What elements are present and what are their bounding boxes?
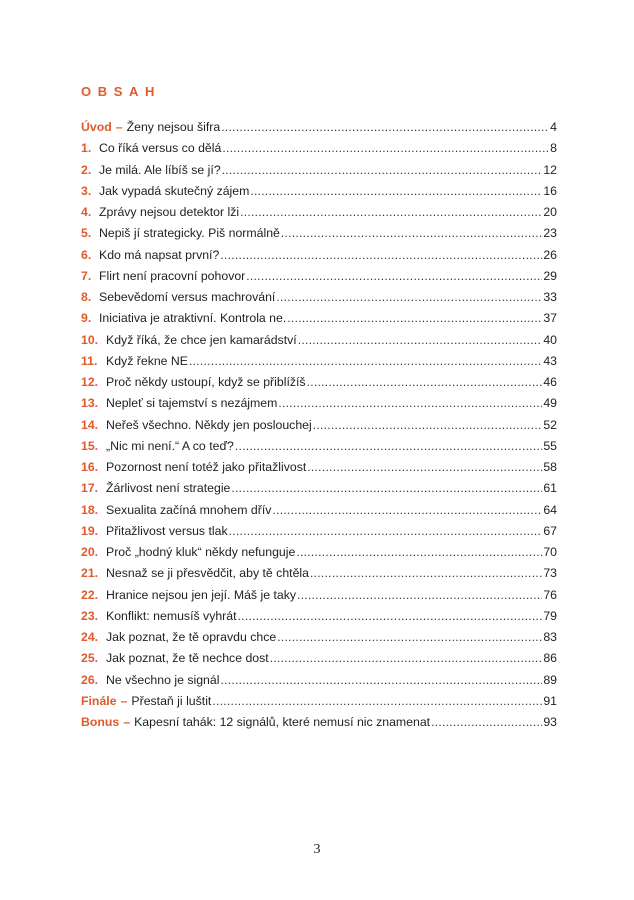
toc-entry-page: 40 <box>543 332 557 347</box>
toc-entry-chapter-17[interactable] <box>81 478 557 499</box>
toc-entry-title: Proč „hodný kluk“ někdy nefunguje <box>106 545 296 559</box>
toc-entry-page: 33 <box>543 290 557 304</box>
toc-entry-page: 83 <box>543 630 557 644</box>
toc-entry-chapter-12[interactable] <box>81 372 557 393</box>
toc-entry-title: Přestaň ji luštit <box>131 693 212 708</box>
toc-entry-page: 52 <box>543 417 557 432</box>
toc-entry-chapter-6[interactable] <box>81 245 557 266</box>
toc-entry-title: Jak poznat, že tě nechce dost <box>106 651 269 666</box>
toc-entry-chapter-20[interactable] <box>81 542 557 563</box>
toc-entry-chapter-7[interactable] <box>81 266 557 287</box>
toc-entry-page: 12 <box>543 162 557 177</box>
dot-leader <box>235 436 542 457</box>
toc-entry-number: Finále <box>81 693 117 708</box>
toc-entry-number: 12. <box>81 375 99 389</box>
toc-entry-page: 49 <box>543 396 557 411</box>
toc-entry-number: 25. <box>81 651 99 666</box>
toc-entry-chapter-15[interactable] <box>81 436 557 457</box>
toc-entry-number: 1. <box>81 141 92 156</box>
toc-entry-number: 17. <box>81 481 99 496</box>
toc-entry-page: 93 <box>543 715 557 729</box>
dot-leader <box>272 500 542 521</box>
dot-leader <box>298 330 543 351</box>
dot-leader <box>222 138 549 159</box>
dot-leader <box>212 691 542 712</box>
toc-entry-finale[interactable] <box>81 691 557 712</box>
toc-entry-chapter-18[interactable] <box>81 500 557 521</box>
toc-entry-title: Kdo má napsat první? <box>99 247 220 262</box>
toc-heading: OBSAH <box>81 84 161 99</box>
dot-leader <box>276 287 542 308</box>
toc-entry-page: 86 <box>543 651 557 666</box>
toc-entry-page: 46 <box>543 375 557 389</box>
toc-entry-title: Konflikt: nemusíš vyhrát <box>106 608 237 623</box>
toc-entry-title: Ženy nejsou šifra <box>126 120 221 134</box>
toc-entry-chapter-13[interactable] <box>81 393 557 414</box>
toc-entry-page: 16 <box>543 183 557 198</box>
dot-leader <box>189 351 542 372</box>
dot-leader <box>307 457 542 478</box>
toc-entry-number: 16. <box>81 460 99 474</box>
toc-entry-page: 91 <box>543 693 557 708</box>
dot-leader <box>222 160 543 181</box>
dot-leader <box>287 308 542 329</box>
toc-entry-title: Zprávy nejsou detektor lži <box>99 205 240 219</box>
dot-leader <box>246 266 542 287</box>
toc-entry-number: 5. <box>81 226 92 241</box>
toc-entry-number: Bonus <box>81 715 120 729</box>
toc-entry-title: Co říká versus co dělá <box>99 141 222 156</box>
toc-entry-title: Přitažlivost versus tlak <box>106 523 228 538</box>
toc-entry-number: 20. <box>81 545 99 559</box>
dot-leader <box>229 521 543 542</box>
toc-entry-title: Jak vypadá skutečný zájem <box>99 183 250 198</box>
toc-entry-title: Když říká, že chce jen kamarádství <box>106 332 297 347</box>
toc-entry-page: 55 <box>543 438 557 453</box>
toc-entry-number: 10. <box>81 332 99 347</box>
toc-entry-title: Sexualita začíná mnohem dřív <box>106 502 272 517</box>
toc-entry-chapter-3[interactable] <box>81 181 557 202</box>
dot-leader <box>231 478 542 499</box>
toc-entry-number: 7. <box>81 268 92 283</box>
dot-leader <box>281 223 542 244</box>
dot-leader <box>270 648 543 669</box>
toc-entry-page: 8 <box>550 141 557 156</box>
dot-leader <box>277 627 542 648</box>
toc-entry-page: 61 <box>543 481 557 496</box>
toc-entry-chapter-9[interactable] <box>81 308 557 329</box>
toc-entry-title: Jak poznat, že tě opravdu chce <box>106 630 277 644</box>
toc-entry-page: 76 <box>543 587 557 602</box>
toc-entry-chapter-24[interactable] <box>81 627 557 648</box>
toc-entry-bonus[interactable] <box>81 712 557 733</box>
dot-leader <box>220 670 542 691</box>
dot-leader <box>313 415 543 436</box>
toc-entry-page: 79 <box>543 608 557 623</box>
toc-entry-number: 9. <box>81 311 92 326</box>
dot-leader <box>278 393 542 414</box>
dot-leader <box>250 181 542 202</box>
toc-entry-number: 11. <box>81 353 98 368</box>
toc-entry-title: Neřeš všechno. Někdy jen poslouchej <box>106 417 312 432</box>
toc-entry-title: Ne všechno je signál <box>106 672 220 687</box>
toc-entry-title: Nepleť si tajemství s nezájmem <box>106 396 278 411</box>
toc-entry-number: Úvod <box>81 120 112 134</box>
toc-entry-number: 22. <box>81 587 99 602</box>
dot-leader <box>307 372 543 393</box>
page-number: 3 <box>313 842 321 857</box>
toc-entry-title: Žárlivost není strategie <box>106 481 231 496</box>
dot-leader <box>431 712 542 733</box>
toc-entry-title: Kapesní tahák: 12 signálů, které nemusí nic znamenat <box>134 715 431 729</box>
toc-entry-number: 2. <box>81 162 92 177</box>
dot-leader <box>221 117 549 138</box>
toc-entry-chapter-10[interactable] <box>81 330 557 351</box>
toc-entry-page: 89 <box>543 672 557 687</box>
toc-entry-title: Pozornost není totéž jako přitažlivost <box>106 460 307 474</box>
toc-entry-chapter-2[interactable] <box>81 160 557 181</box>
toc-entry-number: 13. <box>81 396 99 411</box>
toc-entry-page: 29 <box>543 268 557 283</box>
toc-entry-number: 19. <box>81 523 99 538</box>
toc-entry-chapter-23[interactable] <box>81 606 557 627</box>
toc-entry-title: Je milá. Ale líbíš se jí? <box>99 162 221 177</box>
toc-entry-page: 64 <box>543 502 557 517</box>
toc-entry-number: 18. <box>81 502 99 517</box>
toc-entry-number: 14. <box>81 417 99 432</box>
toc-entry-page: 67 <box>543 523 557 538</box>
toc-entry-chapter-1[interactable] <box>81 138 557 159</box>
dot-leader <box>297 585 542 606</box>
toc-entry-number: 8. <box>81 290 92 304</box>
toc-entry-number: 6. <box>81 247 92 262</box>
toc-entry-title: Nesnaž se ji přesvědčit, aby tě chtěla <box>106 566 310 581</box>
toc-entry-separator: – <box>115 120 123 134</box>
toc-entry-chapter-11[interactable] <box>81 351 557 372</box>
toc-entry-chapter-19[interactable] <box>81 521 557 542</box>
toc-entry-title: Proč někdy ustoupí, když se přiblížíš <box>106 375 306 389</box>
toc-entry-separator: – <box>120 693 128 708</box>
toc-entry-number: 15. <box>81 438 99 453</box>
toc-entry-number: 23. <box>81 608 99 623</box>
toc-entry-chapter-4[interactable] <box>81 202 557 223</box>
toc-entry-page: 43 <box>543 353 557 368</box>
toc-entry-chapter-25[interactable] <box>81 648 557 669</box>
toc-entry-page: 26 <box>543 247 557 262</box>
table-of-contents <box>81 117 557 733</box>
toc-entry-chapter-21[interactable] <box>81 563 557 584</box>
dot-leader <box>238 606 543 627</box>
toc-entry-title: Nepiš jí strategicky. Piš normálně <box>99 226 280 241</box>
toc-entry-number: 4. <box>81 205 92 219</box>
dot-leader <box>296 542 542 563</box>
toc-entry-chapter-5[interactable] <box>81 223 557 244</box>
toc-entry-chapter-16[interactable] <box>81 457 557 478</box>
toc-entry-chapter-26[interactable] <box>81 670 557 691</box>
toc-entry-title: „Nic mi není.“ A co teď? <box>106 438 234 453</box>
toc-entry-chapter-14[interactable] <box>81 415 557 436</box>
toc-entry-page: 58 <box>543 460 557 474</box>
toc-entry-page: 20 <box>543 205 557 219</box>
toc-entry-separator: – <box>123 715 131 729</box>
dot-leader <box>220 245 542 266</box>
toc-entry-chapter-22[interactable] <box>81 585 557 606</box>
toc-entry-title: Sebevědomí versus machrování <box>99 290 276 304</box>
toc-entry-page: 23 <box>543 226 557 241</box>
toc-entry-page: 37 <box>543 311 557 326</box>
toc-entry-title: Flirt není pracovní pohovor <box>99 268 246 283</box>
toc-entry-title: Když řekne NE <box>106 353 189 368</box>
dot-leader <box>240 202 542 223</box>
toc-entry-page: 4 <box>550 120 557 134</box>
toc-entry-intro[interactable] <box>81 117 557 138</box>
toc-entry-number: 24. <box>81 630 99 644</box>
toc-entry-chapter-8[interactable] <box>81 287 557 308</box>
toc-entry-title: Hranice nejsou jen její. Máš je taky <box>106 587 297 602</box>
toc-entry-title: Iniciativa je atraktivní. Kontrola ne. <box>99 311 287 326</box>
toc-entry-number: 3. <box>81 183 92 198</box>
toc-entry-page: 73 <box>543 566 557 581</box>
toc-entry-number: 21. <box>81 566 99 581</box>
toc-entry-page: 70 <box>543 545 557 559</box>
dot-leader <box>310 563 542 584</box>
toc-entry-number: 26. <box>81 672 99 687</box>
